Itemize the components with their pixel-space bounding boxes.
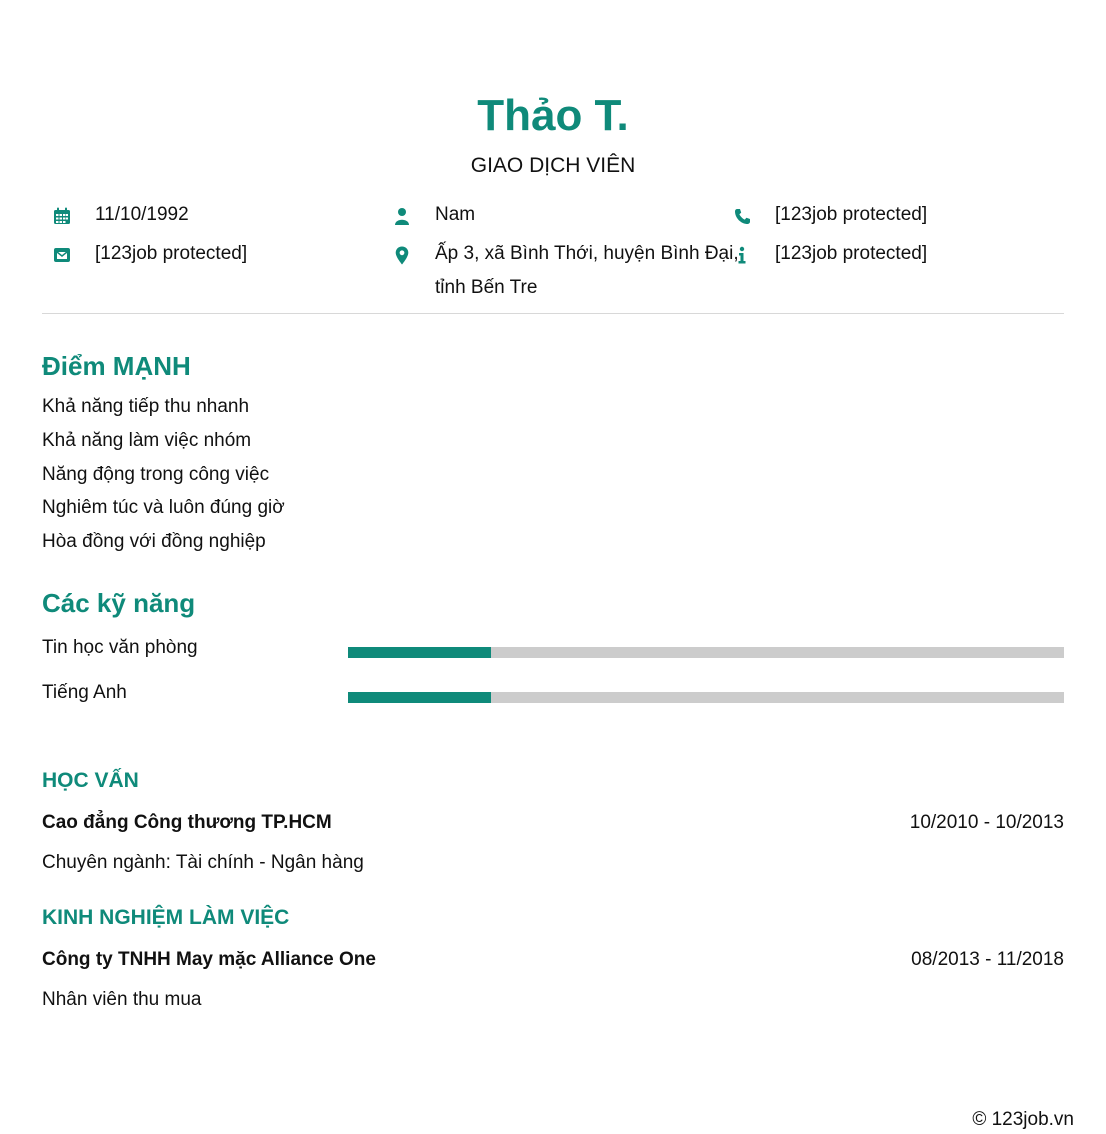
address-line2: tỉnh Bến Tre (435, 277, 538, 298)
education-dates: 10/2010 - 10/2013 (909, 812, 1064, 833)
skill-bar-fill (348, 692, 491, 703)
phone-item (732, 198, 1052, 232)
calendar-icon (52, 206, 72, 226)
phone-icon (732, 206, 752, 226)
email-item (52, 237, 372, 271)
skill-bar (348, 692, 1064, 703)
phone-text: [123job protected] (775, 204, 928, 225)
info-icon (732, 245, 752, 265)
info-item (732, 237, 1052, 271)
header-divider (42, 313, 1064, 314)
address-line1: Ấp 3, xã Bình Thới, huyện Bình Đại, (435, 243, 739, 264)
experience-company: Công ty TNHH May mặc Alliance One (42, 949, 376, 970)
envelope-icon (52, 245, 72, 265)
education-major: Chuyên ngành: Tài chính - Ngân hàng (42, 852, 364, 873)
gender-text: Nam (435, 204, 476, 225)
footer-copyright: © 123job.vn (972, 1109, 1074, 1130)
address-item (392, 237, 739, 307)
education-heading: HỌC VẤN (42, 769, 139, 792)
skill-bar-fill (348, 647, 491, 658)
info-text: [123job protected] (775, 243, 928, 264)
birthday-text: 11/10/1992 (95, 204, 189, 225)
birthday-item (52, 198, 372, 232)
gender-item (392, 198, 732, 232)
strength-item: Hòa đồng với đồng nghiệp (42, 531, 266, 552)
candidate-name: Thảo T. (477, 91, 629, 140)
skill-bar (348, 647, 1064, 658)
cv-page (42, 0, 1064, 1120)
strength-item: Năng động trong công việc (42, 464, 270, 485)
skill-name: Tin học văn phòng (42, 637, 198, 658)
strength-item: Nghiêm túc và luôn đúng giờ (42, 497, 285, 518)
email-text: [123job protected] (95, 243, 248, 264)
skill-name: Tiếng Anh (42, 682, 127, 703)
strengths-heading: Điểm MẠNH (42, 351, 191, 381)
strength-item: Khả năng tiếp thu nhanh (42, 396, 250, 417)
experience-role: Nhân viên thu mua (42, 989, 202, 1010)
experience-dates: 08/2013 - 11/2018 (911, 949, 1064, 970)
strength-item: Khả năng làm việc nhóm (42, 430, 252, 451)
skills-heading: Các kỹ năng (42, 588, 196, 618)
job-title: GIAO DỊCH VIÊN (470, 154, 636, 177)
education-school: Cao đẳng Công thương TP.HCM (42, 812, 332, 833)
map-marker-icon (392, 245, 412, 265)
experience-heading: KINH NGHIỆM LÀM VIỆC (42, 906, 290, 929)
user-icon (392, 206, 412, 226)
